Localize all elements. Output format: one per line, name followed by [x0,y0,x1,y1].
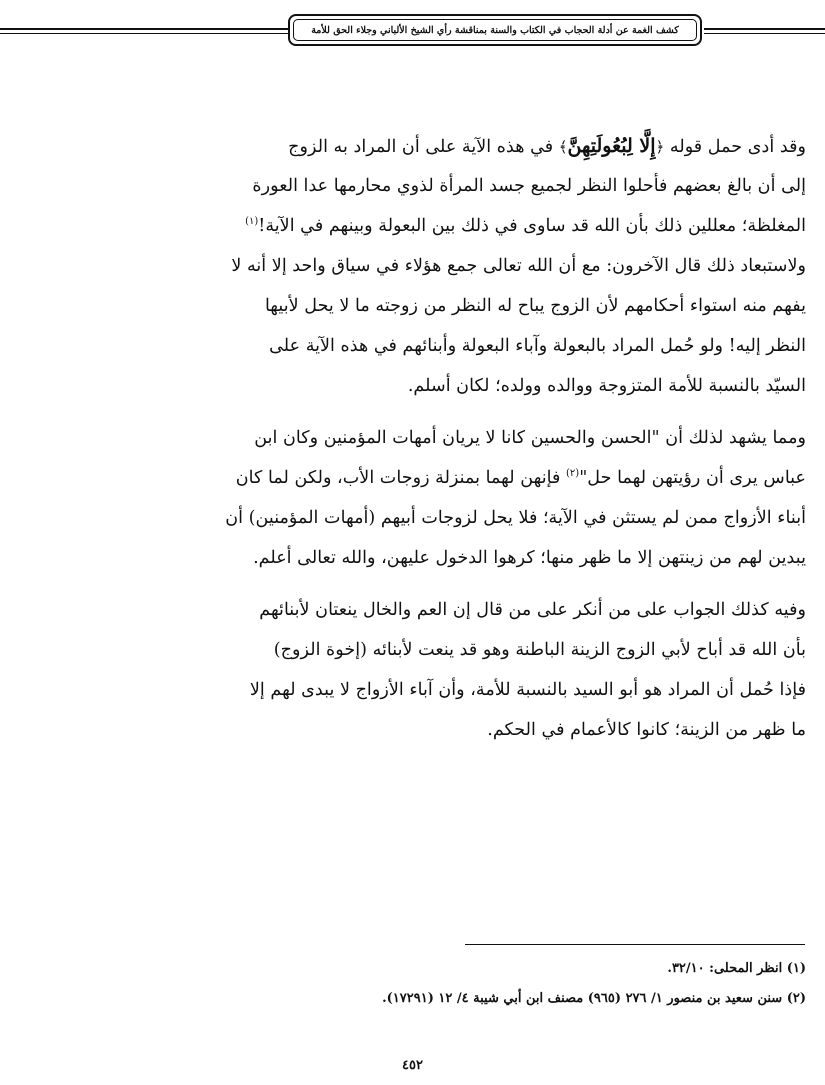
book-title: كشف الغمة عن أدلة الحجاب في الكتاب والسنة بمناقشة رأي الشيخ الألباني وجلاء الحق للأمة [311,24,679,36]
footnote-separator [465,944,805,945]
text-line [112,458,806,498]
running-header [288,14,702,46]
header-rule-right-thin [704,33,825,34]
footnote-ref-2[interactable]: (٢) [566,468,580,480]
header-rule-left [0,28,290,30]
paragraph-3 [112,590,806,750]
text-line [112,126,806,166]
text-line: يفهم منه استواء أحكامهم لأن الزوج يباح له النظر من زوجته ما لا يحل لأبيها [264,296,806,316]
footnote-1: (١) انظر المحلى: ٣٢/١٠. [667,961,806,976]
footnote-ref-1[interactable]: (١) [245,216,259,228]
quran-bracket-close: ﴾ [558,138,568,156]
text-line: وفيه كذلك الجواب على من أنكر على من قال إن العم والخال ينعتان لأبنائهم [259,600,806,620]
paragraph-1 [112,126,806,406]
footnote-2: (٢) سنن سعيد بن منصور ١/ ٢٧٦ (٩٦٥) مصنف ابن أبي شيبة ٤/ ١٢ (١٧٢٩١). [382,991,806,1006]
page-number: ٤٥٢ [402,1058,423,1073]
text-line: ومما يشهد لذلك أن "الحسن والحسين كانا لا يريان أمهات المؤمنين وكان ابن [254,428,806,448]
header-rule-right [704,28,825,30]
text-segment: فإنهن لهما بمنزلة زوجات الأب، ولكن لما كان [235,468,567,488]
text-segment: المغلظة؛ معللين ذلك بأن الله قد ساوى في ذلك بين البعولة وبينهم في الآية! [258,216,806,236]
text-line: إلى أن بالغ بعضهم فأحلوا النظر لجميع جسد المرأة لذوي محارمها عدا العورة [252,176,806,196]
text-line: ولاستبعاد ذلك قال الآخرون: مع أن الله تعالى جمع هؤلاء في سياق واحد إلا أنه لا [231,256,806,276]
text-segment: عباس يرى أن رؤيتهن لهما حل" [579,468,806,488]
text-line: النظر إليه! ولو حُمل المراد بالبعولة وآباء البعولة وأبنائهم في هذه الآية على [269,336,806,356]
page-body [112,126,806,750]
text-line: السيّد بالنسبة للأمة المتزوجة ووالده وولده؛ لكان أسلم. [407,376,806,396]
footnotes [112,958,806,1018]
paragraph-2 [112,418,806,578]
text-before-quote: وقد أدى حمل قوله [664,137,806,157]
text-line: فإذا حُمل أن المراد هو أبو السيد بالنسبة للأمة، وأن آباء الأزواج لا يبدى لهم إلا [249,680,806,700]
quran-quote: إِلَّا لِبُعُولَتِهِنَّ [567,135,656,157]
text-line: ما ظهر من الزينة؛ كانوا كالأعمام في الحكم. [487,720,806,740]
quran-bracket-open: ﴿ [655,138,665,156]
header-rule-left-thin [0,33,290,34]
text-line: أبناء الأزواج ممن لم يستثن في الآية؛ فلا يحل لزوجات أبيهم (أمهات المؤمنين) أن [225,508,806,528]
text-line [112,206,806,246]
text-after-quote: في هذه الآية على أن المراد به الزوج [288,137,559,157]
text-line: يبدين لهم من زينتهن إلا ما ظهر منها؛ كرهوا الدخول عليهن، والله تعالى أعلم. [253,548,806,568]
text-line: بأن الله قد أباح لأبي الزوج الزينة الباطنة وهو قد ينعت لأبنائه (إخوة الزوج) [273,640,806,660]
